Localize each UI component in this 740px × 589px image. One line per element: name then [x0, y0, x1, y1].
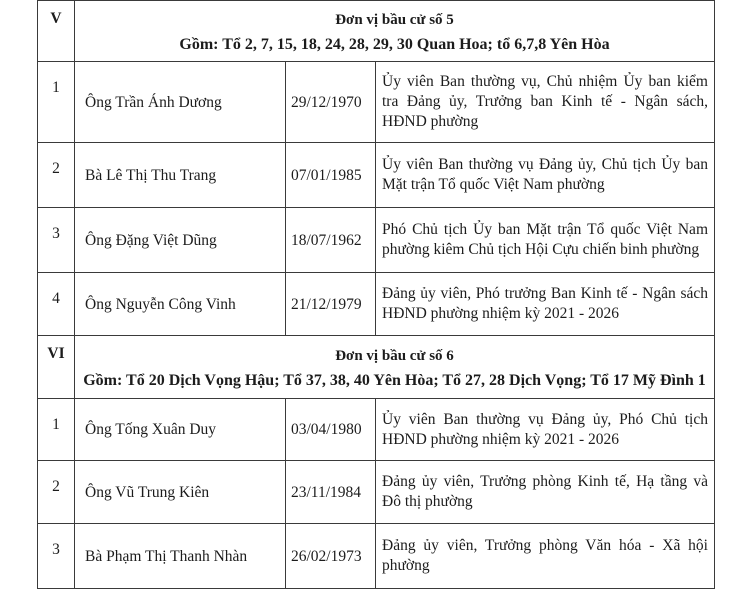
candidate-name: Ông Vũ Trung Kiên [75, 461, 286, 524]
row-number: 2 [38, 143, 75, 208]
date-of-birth: 03/04/1980 [286, 399, 376, 461]
position: Ủy viên Ban thường vụ Đảng ủy, Chủ tịch Ủy ban Mặt trận Tổ quốc Việt Nam phường [376, 143, 715, 208]
candidate-name: Bà Phạm Thị Thanh Nhàn [75, 524, 286, 589]
candidate-table [37, 0, 715, 589]
candidate-name: Bà Lê Thị Thu Trang [75, 143, 286, 208]
position: Đảng ủy viên, Trưởng phòng Văn hóa - Xã hội phường [376, 524, 715, 589]
date-of-birth: 29/12/1970 [286, 62, 376, 143]
date-of-birth: 21/12/1979 [286, 273, 376, 336]
section-header [75, 336, 715, 399]
section-header-row [38, 1, 715, 62]
table-row [38, 143, 715, 208]
candidate-name: Ông Nguyễn Công Vinh [75, 273, 286, 336]
section-title: Đơn vị bầu cử số 5 [335, 12, 454, 28]
row-number: 3 [38, 524, 75, 589]
position: Ủy viên Ban thường vụ Đảng ủy, Phó Chủ tịch HĐND phường nhiệm kỳ 2021 - 2026 [376, 399, 715, 461]
date-of-birth: 07/01/1985 [286, 143, 376, 208]
row-number: 1 [38, 62, 75, 143]
row-number: 1 [38, 399, 75, 461]
section-number: VI [38, 336, 75, 399]
date-of-birth: 18/07/1962 [286, 208, 376, 273]
table-row [38, 208, 715, 273]
candidate-name: Ông Đặng Việt Dũng [75, 208, 286, 273]
row-number: 2 [38, 461, 75, 524]
candidate-name: Ông Trần Ánh Dương [75, 62, 286, 143]
section-number: V [38, 1, 75, 62]
table-row [38, 399, 715, 461]
position: Phó Chủ tịch Ủy ban Mặt trận Tổ quốc Việt Nam phường kiêm Chủ tịch Hội Cựu chiến binh phường [376, 208, 715, 273]
date-of-birth: 26/02/1973 [286, 524, 376, 589]
table-row [38, 461, 715, 524]
date-of-birth: 23/11/1984 [286, 461, 376, 524]
table-row [38, 273, 715, 336]
table-row [38, 62, 715, 143]
position: Đảng ủy viên, Trưởng phòng Kinh tế, Hạ tầng và Đô thị phường [376, 461, 715, 524]
table-row [38, 524, 715, 589]
section-subtitle: Gồm: Tổ 2, 7, 15, 18, 24, 28, 29, 30 Quan Hoa; tổ 6,7,8 Yên Hòa [179, 36, 610, 53]
section-subtitle: Gồm: Tổ 20 Dịch Vọng Hậu; Tổ 37, 38, 40 Yên Hòa; Tổ 27, 28 Dịch Vọng; Tổ 17 Mỹ Đình 1 [83, 372, 706, 389]
candidate-name: Ông Tống Xuân Duy [75, 399, 286, 461]
position: Ủy viên Ban thường vụ, Chủ nhiệm Ủy ban kiểm tra Đảng ủy, Trưởng ban Kinh tế - Ngân sách, HĐND phường [376, 62, 715, 143]
section-header [75, 1, 715, 62]
row-number: 4 [38, 273, 75, 336]
section-title: Đơn vị bầu cử số 6 [335, 348, 454, 364]
position: Đảng ủy viên, Phó trưởng Ban Kinh tế - Ngân sách HĐND phường nhiệm kỳ 2021 - 2026 [376, 273, 715, 336]
row-number: 3 [38, 208, 75, 273]
section-header-row [38, 336, 715, 399]
